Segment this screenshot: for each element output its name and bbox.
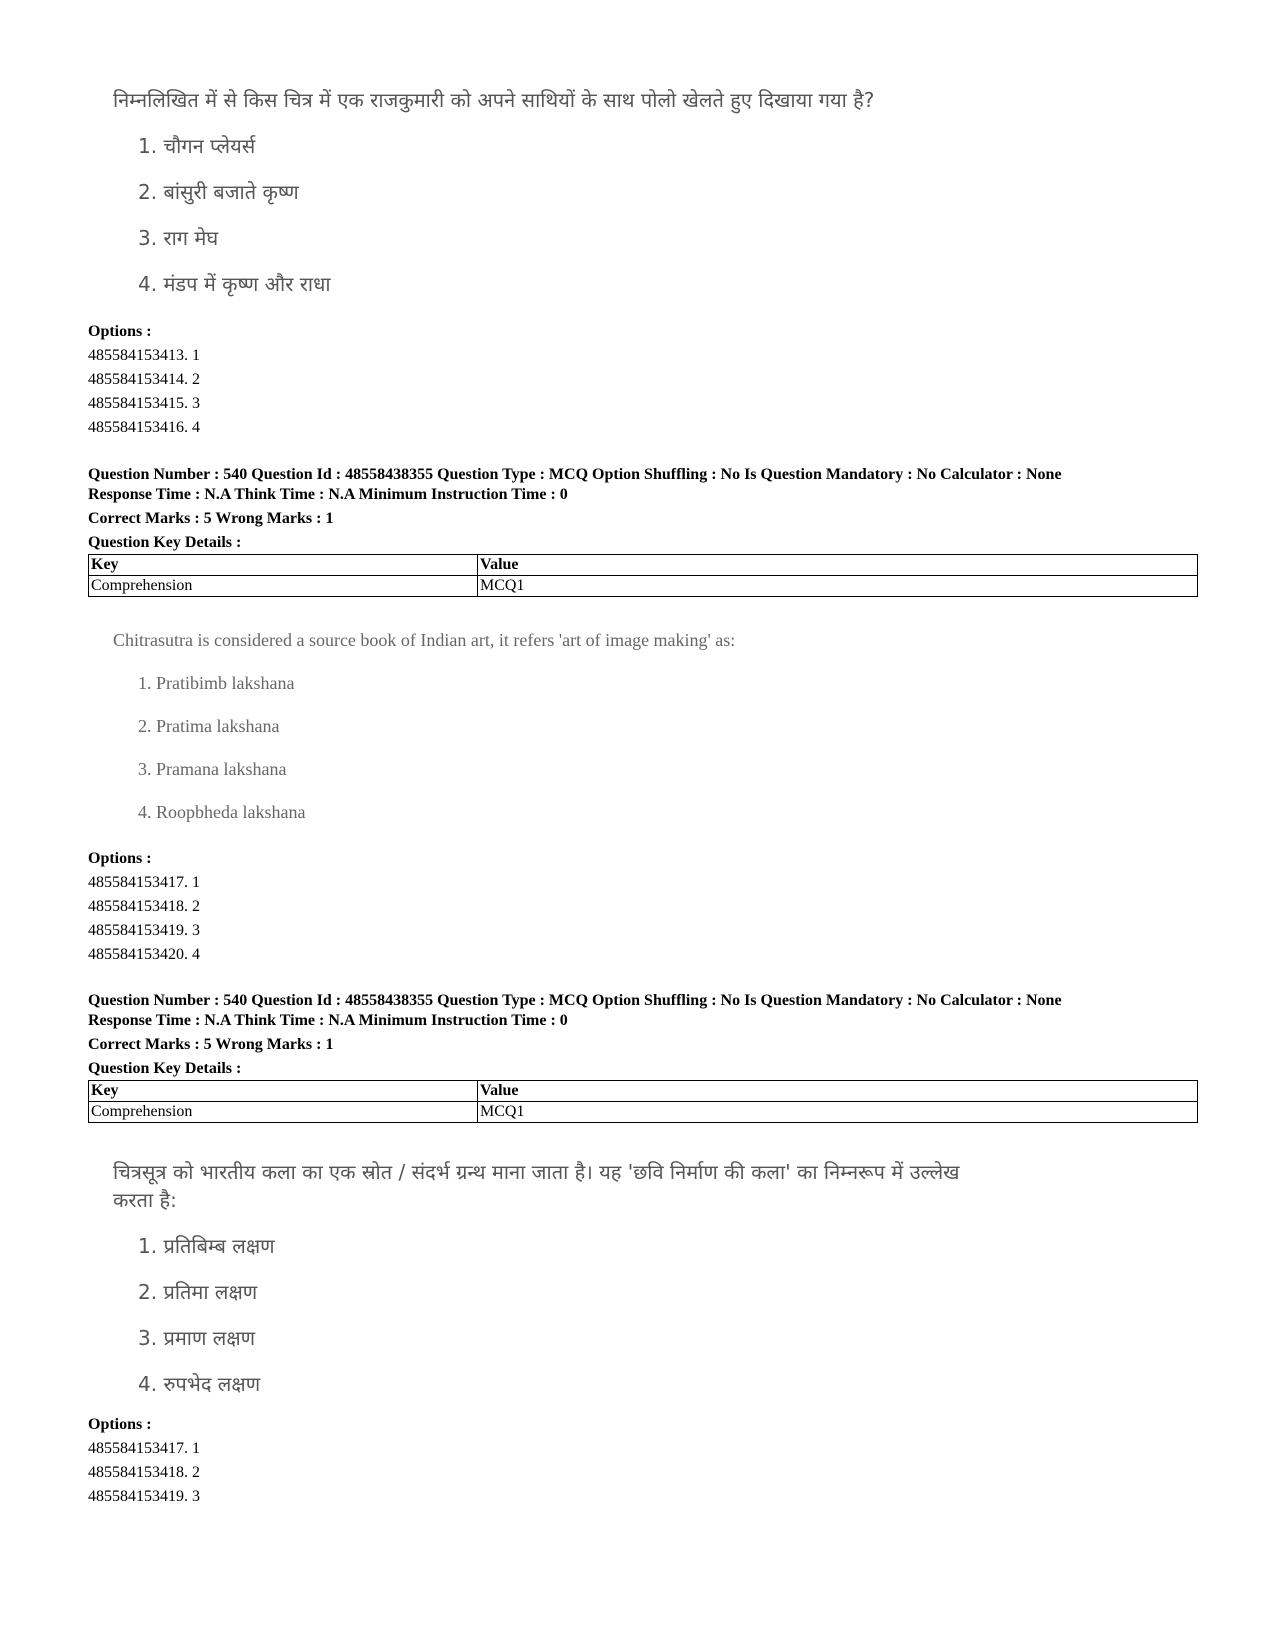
marks-line: Correct Marks : 5 Wrong Marks : 1: [88, 1036, 334, 1053]
question-option: 3. प्रमाण लक्षण: [138, 1326, 256, 1350]
question-image-english-chitrasutra: [113, 626, 735, 826]
question-stem-continued: करता है:: [113, 1188, 177, 1212]
table-header-key: Key: [89, 1081, 478, 1102]
table-header-value: Value: [478, 1081, 1198, 1102]
table-row: [89, 576, 1198, 597]
question-option: 1. चौगन प्लेयर्स: [138, 134, 256, 158]
table-header-row: [89, 555, 1198, 576]
question-option: 3. Pramana lakshana: [138, 759, 287, 779]
options-label: Options :: [88, 1416, 152, 1433]
options-label: Options :: [88, 323, 152, 340]
table-header-value: Value: [478, 555, 1198, 576]
question-stem: Chitrasutra is considered a source book of Indian art, it refers 'art of image making' as:: [113, 630, 736, 650]
table-header-row: [89, 1081, 1198, 1102]
key-details-label: Question Key Details :: [88, 534, 242, 551]
question-meta-line: Response Time : N.A Think Time : N.A Minimum Instruction Time : 0: [88, 486, 568, 503]
question-option: 4. Roopbheda lakshana: [138, 802, 306, 822]
option-id: 485584153420. 4: [88, 946, 200, 963]
question-meta: [88, 991, 1198, 1123]
question-option: 3. राग मेघ: [138, 226, 219, 250]
table-row: [89, 1102, 1198, 1123]
option-id: 485584153418. 2: [88, 1464, 200, 1481]
question-stem: निम्नलिखित में से किस चित्र में एक राजकुमारी को अपने साथियों के साथ पोलो खेलते हुए दिखाया गया है?: [113, 88, 875, 112]
options-block: [88, 847, 1198, 967]
question-option: 1. प्रतिबिम्ब लक्षण: [138, 1234, 275, 1258]
options-label: Options :: [88, 850, 152, 867]
question-meta-line: Question Number : 540 Question Id : 48558438355 Question Type : MCQ Option Shuffling : No Is Question Mandatory : No Calculator : None: [88, 466, 1062, 483]
marks-line: Correct Marks : 5 Wrong Marks : 1: [88, 510, 334, 527]
question-stem: चित्रसूत्र को भारतीय कला का एक स्रोत / संदर्भ ग्रन्थ माना जाता है। यह 'छवि निर्माण की कला' का निम्नरूप में उल्लेख: [113, 1160, 960, 1184]
option-id: 485584153419. 3: [88, 1488, 200, 1505]
question-option: 1. Pratibimb lakshana: [138, 673, 295, 693]
key-details-table: [88, 1080, 1198, 1123]
option-id: 485584153415. 3: [88, 395, 200, 412]
options-block: [88, 320, 1198, 440]
question-option: 2. प्रतिमा लक्षण: [138, 1280, 258, 1304]
table-cell-value: MCQ1: [478, 1102, 1198, 1123]
table-cell-value: MCQ1: [478, 576, 1198, 597]
question-option: 2. बांसुरी बजाते कृष्ण: [138, 180, 299, 204]
question-meta-line: Response Time : N.A Think Time : N.A Minimum Instruction Time : 0: [88, 1012, 568, 1029]
question-meta-line: Question Number : 540 Question Id : 48558438355 Question Type : MCQ Option Shuffling : No Is Question Mandatory : No Calculator : None: [88, 992, 1062, 1009]
question-option: 4. मंडप में कृष्ण और राधा: [138, 272, 331, 296]
key-details-label: Question Key Details :: [88, 1060, 242, 1077]
question-image-hindi-chitrasutra: [113, 1158, 960, 1398]
option-id: 485584153417. 1: [88, 874, 200, 891]
question-option: 2. Pratima lakshana: [138, 716, 280, 736]
question-image-hindi-polo: [113, 86, 874, 298]
table-header-key: Key: [89, 555, 478, 576]
option-id: 485584153413. 1: [88, 347, 200, 364]
option-id: 485584153417. 1: [88, 1440, 200, 1457]
option-id: 485584153419. 3: [88, 922, 200, 939]
question-option: 4. रुपभेद लक्षण: [138, 1372, 261, 1396]
option-id: 485584153416. 4: [88, 419, 200, 436]
option-id: 485584153418. 2: [88, 898, 200, 915]
table-cell-key: Comprehension: [89, 1102, 478, 1123]
options-block: [88, 1413, 1198, 1509]
key-details-table: [88, 554, 1198, 597]
table-cell-key: Comprehension: [89, 576, 478, 597]
option-id: 485584153414. 2: [88, 371, 200, 388]
question-meta: [88, 465, 1198, 597]
